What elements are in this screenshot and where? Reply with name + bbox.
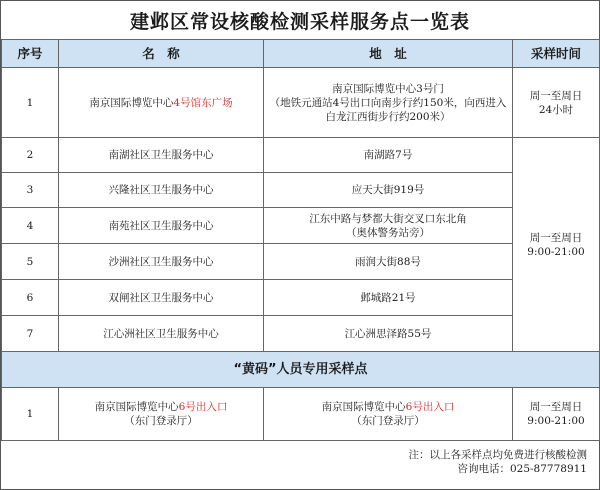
row-number: 1	[2, 68, 59, 138]
site-address: 应天大街919号	[264, 173, 513, 208]
table-row	[2, 316, 600, 352]
site-name: 南苑社区卫生服务中心	[59, 208, 264, 244]
site-name-text: 南京国际博览中心	[89, 96, 174, 109]
row-number: 1	[2, 388, 59, 441]
site-address: 江心洲思泽路55号	[264, 316, 513, 352]
table-row	[2, 244, 600, 280]
column-header-time: 采样时间	[513, 40, 600, 68]
column-header-address: 地 址	[264, 40, 513, 68]
table-row	[2, 68, 600, 138]
table-row	[2, 208, 600, 244]
hotline: 咨询电话：025-87778911	[457, 463, 587, 475]
site-address: 南京国际博览中心3号门 （地铁元通站4号出口向南步行约150米，向西进入白龙江西街步行约200米）	[264, 68, 513, 138]
row-number: 7	[2, 316, 59, 352]
site-name-highlight: 6号出入口	[178, 401, 228, 413]
site-name: 江心洲社区卫生服务中心	[59, 316, 264, 352]
sampling-time: 周一至周日 9:00-21:00	[513, 388, 600, 441]
column-header-name: 名 称	[59, 40, 264, 68]
site-name-suffix: （东门登录厅）	[124, 415, 198, 427]
page-title: 建邺区常设核酸检测采样服务点一览表	[129, 10, 470, 33]
table-row	[2, 173, 600, 208]
header-row	[2, 40, 600, 68]
footer-notes	[327, 448, 587, 476]
site-name: 兴隆社区卫生服务中心	[59, 173, 264, 208]
row-number: 6	[2, 280, 59, 316]
site-address: 邺城路21号	[264, 280, 513, 316]
sampling-time: 周一至周日 24小时	[513, 68, 600, 138]
site-address: 雨润大街88号	[264, 244, 513, 280]
site-name	[59, 68, 264, 138]
site-address-suffix: （东门登录厅）	[351, 415, 425, 427]
site-name: 双闸社区卫生服务中心	[59, 280, 264, 316]
yellow-code-section-header	[2, 352, 600, 388]
sampling-sites-table	[1, 39, 600, 441]
sampling-time: 周一至周日 9:00-21:00	[513, 138, 600, 352]
site-address-text: 南京国际博览中心	[321, 401, 406, 413]
site-name: 沙洲社区卫生服务中心	[59, 244, 264, 280]
table-row	[2, 388, 600, 441]
site-name-highlight: 4号馆东广场	[173, 96, 233, 109]
row-number: 5	[2, 244, 59, 280]
site-name-text: 南京国际博览中心	[94, 401, 179, 413]
site-address: 江东中路与梦都大街交叉口东北角 （奥体警务站旁）	[264, 208, 513, 244]
column-header-no: 序号	[2, 40, 59, 68]
free-testing-note: 注：以上各采样点均免费进行核酸检测	[408, 449, 587, 461]
site-address-highlight: 6号出入口	[405, 401, 455, 413]
row-number: 2	[2, 138, 59, 173]
site-name	[59, 388, 264, 441]
table-row	[2, 138, 600, 173]
site-address: 南湖路7号	[264, 138, 513, 173]
row-number: 4	[2, 208, 59, 244]
row-number: 3	[2, 173, 59, 208]
table-row	[2, 280, 600, 316]
section-title: “黄码”人员专用采样点	[2, 352, 600, 388]
site-name: 南湖社区卫生服务中心	[59, 138, 264, 173]
site-address	[264, 388, 513, 441]
